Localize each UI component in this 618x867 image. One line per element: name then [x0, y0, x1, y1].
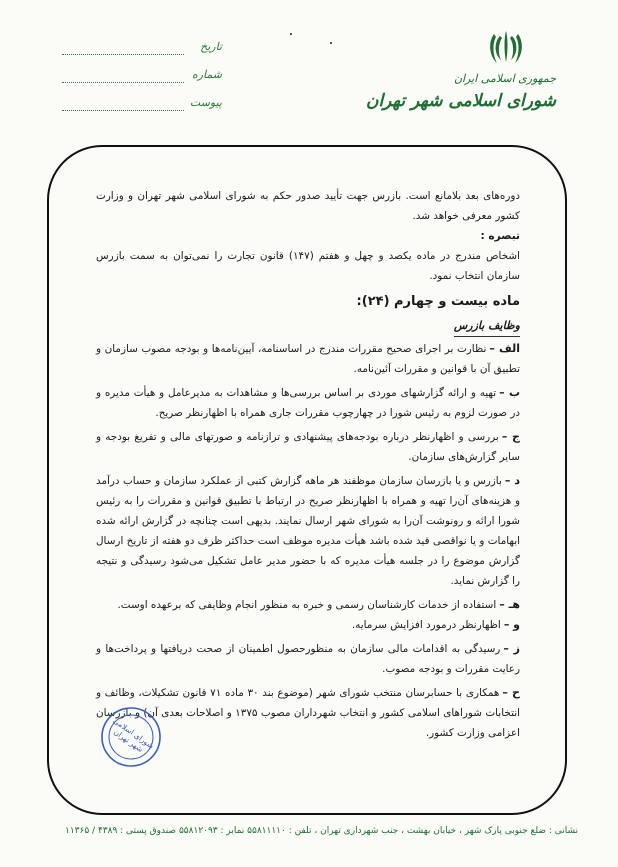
- speck: [290, 33, 292, 35]
- list-item: [96, 615, 520, 635]
- item-letter: ح –: [502, 686, 520, 699]
- list-item: [96, 471, 520, 591]
- stamp-text: شورای اسلامی شهر تهران: [111, 716, 156, 754]
- list-item: [96, 383, 520, 423]
- item-letter: ب –: [499, 386, 521, 399]
- meta-attachment-line: [62, 110, 184, 111]
- letter-meta: [62, 38, 222, 122]
- note-text: اشخاص مندرج در ماده یکصد و چهل و هفتم (۱۴۷) قانون تجارت را نمی‌توان به سمت بازرس سازمان انتخاب نمود.: [96, 250, 520, 282]
- item-text: نظارت بر اجرای صحیح مقررات مندرج در اساسنامه، آیین‌نامه‌ها و بودجه مصوب سازمان و تطبیق آن با قوانین و مقررات آئین‌نامه.: [96, 343, 520, 375]
- item-text: بررسی و اظهارنظر درباره بودجه‌های پیشنهادی و ترازنامه و صورتهای مالی و تفریغ بودجه و سایر گزارش‌های سازمان.: [96, 431, 520, 463]
- footer-address: نشانی : ضلع جنوبی پارک شهر ، خیابان بهشت ، جنب شهرداری تهران ، تلفن : ۵۵۸۱۱۱۱۰ نمابر : ۵۵۸۱۲۰۹۳ صندوق پستی : ۴۳۸۹ / ۱۱۳۶۵: [65, 826, 578, 836]
- letterhead: [366, 72, 556, 111]
- document-body: [96, 186, 520, 743]
- item-letter: هـ –: [499, 598, 520, 611]
- item-text: اظهارنظر درمورد افزایش سرمایه.: [351, 619, 501, 631]
- council-name: شورای اسلامی شهر تهران: [365, 91, 556, 111]
- item-letter: ز –: [503, 642, 520, 655]
- speck: [330, 42, 332, 44]
- note-heading: تبصره :: [480, 230, 520, 242]
- list-item: [96, 639, 520, 679]
- meta-date-row: [62, 38, 222, 66]
- list-item: [96, 339, 520, 379]
- item-text: تهیه و ارائه گزارشهای موردی بر اساس بررسی‌ها و مشاهدات به مدیرعامل و هیأت مدیره و در صورت لزوم به رئیس شورا در چهارچوب مقررات جاری همراه با اظهارنظر صریح.: [96, 387, 520, 419]
- meta-number-row: [62, 66, 222, 94]
- item-letter: د –: [504, 474, 521, 487]
- paragraph: دوره‌های بعد بلامانع است. بازرس جهت تأیید صدور حکم به شورای اسلامی شهر تهران و وزارت کشور معرفی خواهد شد.: [96, 190, 520, 222]
- meta-number-line: [62, 82, 184, 83]
- item-text: بازرس و یا بازرسان سازمان موظفند هر ماهه گزارش کتبی از عملکرد سازمان و حساب درآمد و هزینه‌های آن‌را تهیه و همراه با اظهارنظر صریح در ارتباط با تطبیق قوانین و مقررات را به رئیس شورا ارائه و رونوشت آن‌را به شورای شهر ارسال نمایند. بدیهی است چنانچه در گزارش ارائه شده ابهامات و یا نواقصی قید شده باشد هیأت مدیره موظف است حداکثر ظرف دو هفته از تاریخ ارسال گزارش موضوع را در جلسه هیأت مدیره که با حضور مدیر عامل تشکیل می‌شود رسیدگی و نتیجه را گزارش نماید.: [96, 475, 520, 587]
- item-letter: الف –: [489, 342, 520, 355]
- iran-emblem-icon: [488, 28, 524, 66]
- item-text: رسیدگی به اقدامات مالی سازمان به منظورحصول اطمینان از صحت دریافتها و پرداخت‌ها و رعایت مقررات و بودجه مصوب.: [96, 643, 520, 675]
- list-item: [96, 427, 520, 467]
- government-name: جمهوری اسلامی ایران: [453, 72, 556, 85]
- list-item: [96, 595, 520, 615]
- meta-attachment-label: پیوست: [189, 96, 222, 109]
- item-letter: ج –: [501, 430, 520, 443]
- meta-date-line: [62, 54, 184, 55]
- article-title: ماده بیست و چهارم (۲۴):: [356, 294, 520, 309]
- item-text: همکاری با حسابرسان منتخب شورای شهر (موضوع بند ۳۰ ماده ۷۱ قانون تشکیلات، وظائف و انتخابات شوراهای اسلامی کشور و انتخاب شهرداران مصوب ۱۳۷۵ و اصلاحات بعدی آن) و بازرسان اعزامی وزارت کشور.: [96, 687, 520, 739]
- meta-attachment-row: [62, 94, 222, 122]
- item-text: استفاده از خدمات کارشناسان رسمی و خبره به منظور انجام وظایفی که برعهده اوست.: [117, 599, 497, 611]
- meta-date-label: تاریخ: [200, 40, 222, 53]
- meta-number-label: شماره: [191, 68, 222, 81]
- duties-heading: وظایف بازرس: [454, 316, 520, 337]
- item-letter: و –: [503, 618, 520, 631]
